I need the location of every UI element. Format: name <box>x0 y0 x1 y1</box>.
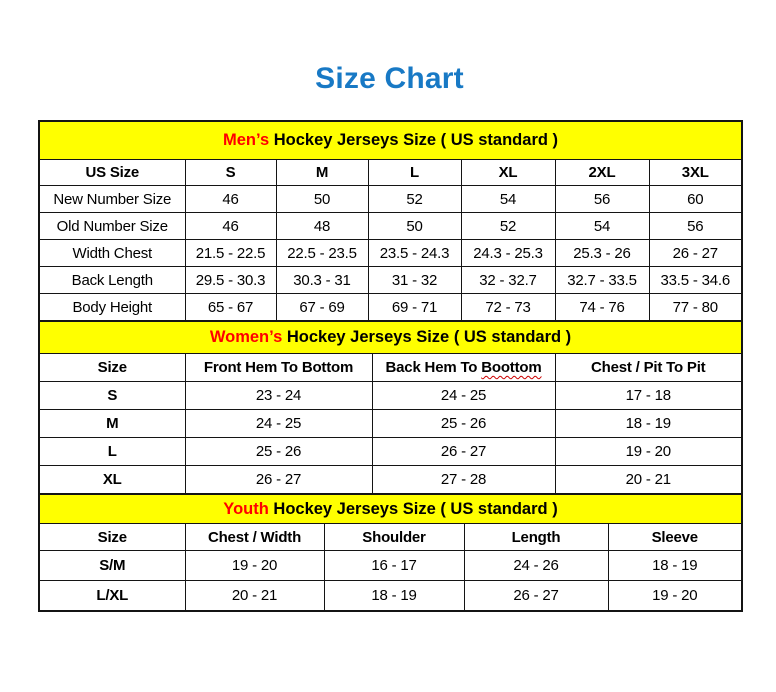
column-header-cell: Chest / Width <box>185 524 324 551</box>
column-header-cell: US Size <box>39 160 185 186</box>
table-row <box>39 294 742 322</box>
value-cell: 65 - 67 <box>185 294 276 322</box>
value-cell: 56 <box>649 213 742 240</box>
value-cell: 18 - 19 <box>555 410 742 438</box>
value-cell: 18 - 19 <box>608 551 742 581</box>
mens-banner-highlight: Men’s <box>222 131 270 149</box>
column-header-cell: 3XL <box>649 160 742 186</box>
column-header-cell: Chest / Pit To Pit <box>555 354 742 382</box>
mens-banner-text: Hockey Jerseys Size ( US standard ) <box>269 131 559 149</box>
value-cell: 19 - 20 <box>185 551 324 581</box>
table-row <box>39 466 742 495</box>
table-row <box>39 551 742 581</box>
mens-section-banner <box>39 121 742 160</box>
value-cell: 46 <box>185 186 276 213</box>
value-cell: 33.5 - 34.6 <box>649 267 742 294</box>
value-cell: 50 <box>276 186 368 213</box>
column-header-cell: M <box>276 160 368 186</box>
row-label-cell: L/XL <box>39 581 185 612</box>
column-header-cell: L <box>368 160 461 186</box>
value-cell: 17 - 18 <box>555 382 742 410</box>
value-cell: 23.5 - 24.3 <box>368 240 461 267</box>
value-cell: 22.5 - 23.5 <box>276 240 368 267</box>
youth-banner-row <box>39 494 742 524</box>
value-cell: 20 - 21 <box>555 466 742 495</box>
womens-banner-text: Hockey Jerseys Size ( US standard ) <box>282 328 572 346</box>
value-cell: 54 <box>461 186 555 213</box>
row-label-cell: Back Length <box>39 267 185 294</box>
table-row <box>39 581 742 612</box>
value-cell: 72 - 73 <box>461 294 555 322</box>
table-row <box>39 410 742 438</box>
value-cell: 25 - 26 <box>185 438 372 466</box>
value-cell: 24 - 25 <box>185 410 372 438</box>
column-header-cell: Shoulder <box>324 524 464 551</box>
value-cell: 60 <box>649 186 742 213</box>
table-row <box>39 240 742 267</box>
value-cell: 24.3 - 25.3 <box>461 240 555 267</box>
column-header-text: Back Hem To <box>385 359 482 376</box>
youth-banner-text: Hockey Jerseys Size ( US standard ) <box>268 499 558 518</box>
value-cell: 32.7 - 33.5 <box>555 267 649 294</box>
row-label-cell: S <box>39 382 185 410</box>
value-cell: 18 - 19 <box>324 581 464 612</box>
column-header-cell: Size <box>39 524 185 551</box>
value-cell: 24 - 26 <box>464 551 608 581</box>
value-cell: 54 <box>555 213 649 240</box>
value-cell: 31 - 32 <box>368 267 461 294</box>
column-header-cell: XL <box>461 160 555 186</box>
column-header-cell: Front Hem To Bottom <box>185 354 372 382</box>
value-cell: 30.3 - 31 <box>276 267 368 294</box>
value-cell: 25.3 - 26 <box>555 240 649 267</box>
youth-header-row <box>39 524 742 551</box>
value-cell: 50 <box>368 213 461 240</box>
page-title: Size Chart <box>315 62 464 95</box>
value-cell: 52 <box>368 186 461 213</box>
misspelled-word-spellcheck: Boottom <box>481 359 542 376</box>
value-cell: 32 - 32.7 <box>461 267 555 294</box>
row-label-cell: New Number Size <box>39 186 185 213</box>
row-label-cell: S/M <box>39 551 185 581</box>
row-label-cell: Old Number Size <box>39 213 185 240</box>
youth-section-banner <box>39 494 742 524</box>
value-cell: 26 - 27 <box>464 581 608 612</box>
value-cell: 24 - 25 <box>372 382 555 410</box>
row-label-cell: Width Chest <box>39 240 185 267</box>
value-cell: 69 - 71 <box>368 294 461 322</box>
value-cell: 77 - 80 <box>649 294 742 322</box>
value-cell: 21.5 - 22.5 <box>185 240 276 267</box>
value-cell: 26 - 27 <box>372 438 555 466</box>
value-cell: 23 - 24 <box>185 382 372 410</box>
womens-banner-row <box>39 321 742 354</box>
mens-banner-row <box>39 121 742 160</box>
row-label-cell: L <box>39 438 185 466</box>
womens-section-banner <box>39 321 742 354</box>
table-row <box>39 267 742 294</box>
column-header-cell <box>372 354 555 382</box>
table-row <box>39 382 742 410</box>
value-cell: 46 <box>185 213 276 240</box>
row-label-cell: XL <box>39 466 185 495</box>
table-row <box>39 213 742 240</box>
value-cell: 16 - 17 <box>324 551 464 581</box>
column-header-cell: Length <box>464 524 608 551</box>
value-cell: 19 - 20 <box>555 438 742 466</box>
value-cell: 20 - 21 <box>185 581 324 612</box>
value-cell: 74 - 76 <box>555 294 649 322</box>
size-tables-stack <box>38 120 741 612</box>
value-cell: 27 - 28 <box>372 466 555 495</box>
value-cell: 26 - 27 <box>185 466 372 495</box>
value-cell: 52 <box>461 213 555 240</box>
mens-size-table <box>38 120 743 322</box>
column-header-cell: 2XL <box>555 160 649 186</box>
value-cell: 25 - 26 <box>372 410 555 438</box>
womens-size-table <box>38 320 743 495</box>
value-cell: 26 - 27 <box>649 240 742 267</box>
value-cell: 67 - 69 <box>276 294 368 322</box>
column-header-cell: Size <box>39 354 185 382</box>
youth-size-table <box>38 493 743 612</box>
value-cell: 19 - 20 <box>608 581 742 612</box>
table-row <box>39 438 742 466</box>
row-label-cell: M <box>39 410 185 438</box>
value-cell: 29.5 - 30.3 <box>185 267 276 294</box>
value-cell: 56 <box>555 186 649 213</box>
row-label-cell: Body Height <box>39 294 185 322</box>
value-cell: 48 <box>276 213 368 240</box>
table-row <box>39 186 742 213</box>
womens-banner-highlight: Women’s <box>209 328 283 346</box>
womens-header-row <box>39 354 742 382</box>
youth-banner-highlight: Youth <box>223 499 269 518</box>
mens-header-row <box>39 160 742 186</box>
column-header-cell: S <box>185 160 276 186</box>
column-header-cell: Sleeve <box>608 524 742 551</box>
